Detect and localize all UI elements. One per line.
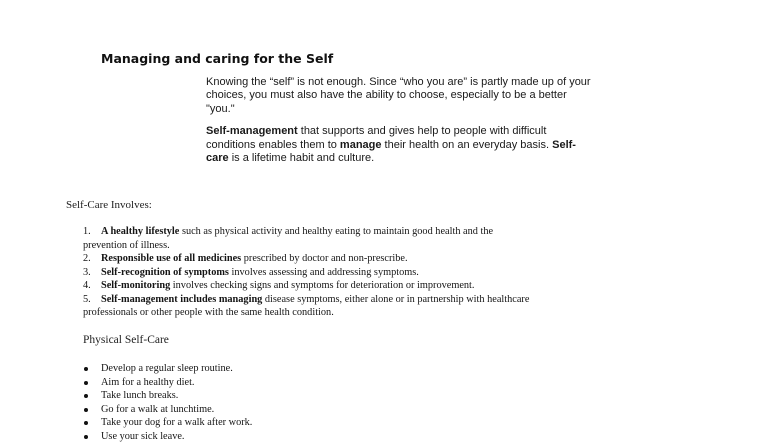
bullet-icon — [84, 381, 88, 385]
text-run: involves checking signs and symptoms for deterioration or improvement. — [170, 280, 475, 291]
list-item — [101, 430, 252, 444]
list-item — [83, 279, 601, 293]
list-item — [83, 266, 601, 280]
list-item — [101, 403, 252, 417]
item-number: 3. — [83, 266, 91, 278]
text-run: such as physical activity and healthy eating to maintain good health and the — [179, 226, 494, 237]
list-item — [83, 293, 601, 320]
list-item — [101, 376, 252, 390]
bold-term: Self-management includes managing — [101, 293, 263, 305]
bold-term: Self-management — [206, 125, 298, 138]
item-text: Take your dog for a walk after work. — [101, 417, 253, 429]
item-text: Aim for a healthy diet. — [101, 376, 195, 388]
item-number: 1. — [83, 226, 91, 237]
bullet-icon — [84, 435, 88, 439]
bold-term: Self-care — [206, 138, 576, 165]
text-run: is a lifetime habit and culture. — [228, 152, 375, 165]
bold-term: A healthy lifestyle — [101, 226, 180, 237]
physical-selfcare-heading: Physical Self-Care — [83, 334, 169, 346]
bold-term: Self-recognition of symptoms — [101, 266, 229, 278]
text-run: prescribed by doctor and non-prescribe. — [241, 253, 408, 264]
intro-paragraph-1: Knowing the “self” is not enough. Since “who you are” is partly made up of your choices, you must also have the ability to choose, especially to be a better "you." — [206, 76, 591, 115]
list-item — [101, 362, 252, 376]
item-text: Develop a regular sleep routine. — [101, 363, 233, 374]
text-run: disease symptoms, either alone or in partnership with healthcare — [262, 293, 530, 305]
text-run: involves assessing and addressing symptoms. — [228, 266, 419, 278]
text-run: that supports and gives help to people with difficult conditions enables them to — [206, 125, 547, 151]
bold-term: Responsible use of all medicines — [101, 253, 242, 264]
selfcare-heading: Self-Care Involves: — [66, 199, 152, 211]
item-text: Go for a walk at lunchtime. — [101, 403, 215, 415]
item-continuation: prevention of illness. — [83, 239, 170, 251]
text-run: their health on an everyday basis. — [381, 138, 553, 151]
bullet-icon — [84, 421, 88, 425]
bold-term: manage — [339, 138, 382, 151]
item-number: 2. — [83, 253, 91, 264]
list-item — [83, 252, 601, 266]
item-continuation: professionals or other people with the same health condition. — [83, 307, 334, 318]
item-number: 4. — [83, 280, 91, 291]
item-text: Use your sick leave. — [101, 430, 185, 442]
list-item — [101, 389, 252, 403]
bold-term: Self-monitoring — [101, 280, 171, 291]
bullet-icon — [84, 367, 88, 371]
intro-section — [206, 76, 596, 174]
item-text: Take lunch breaks. — [101, 390, 179, 402]
item-number: 5. — [83, 293, 91, 305]
selfcare-involves-list — [83, 225, 601, 320]
intro-paragraph-2 — [206, 125, 596, 165]
bullet-icon — [84, 408, 88, 412]
list-item — [83, 225, 601, 252]
bullet-icon — [84, 394, 88, 398]
list-item — [101, 416, 252, 430]
physical-selfcare-list — [101, 362, 252, 444]
document-title: Managing and caring for the Self — [101, 51, 334, 66]
